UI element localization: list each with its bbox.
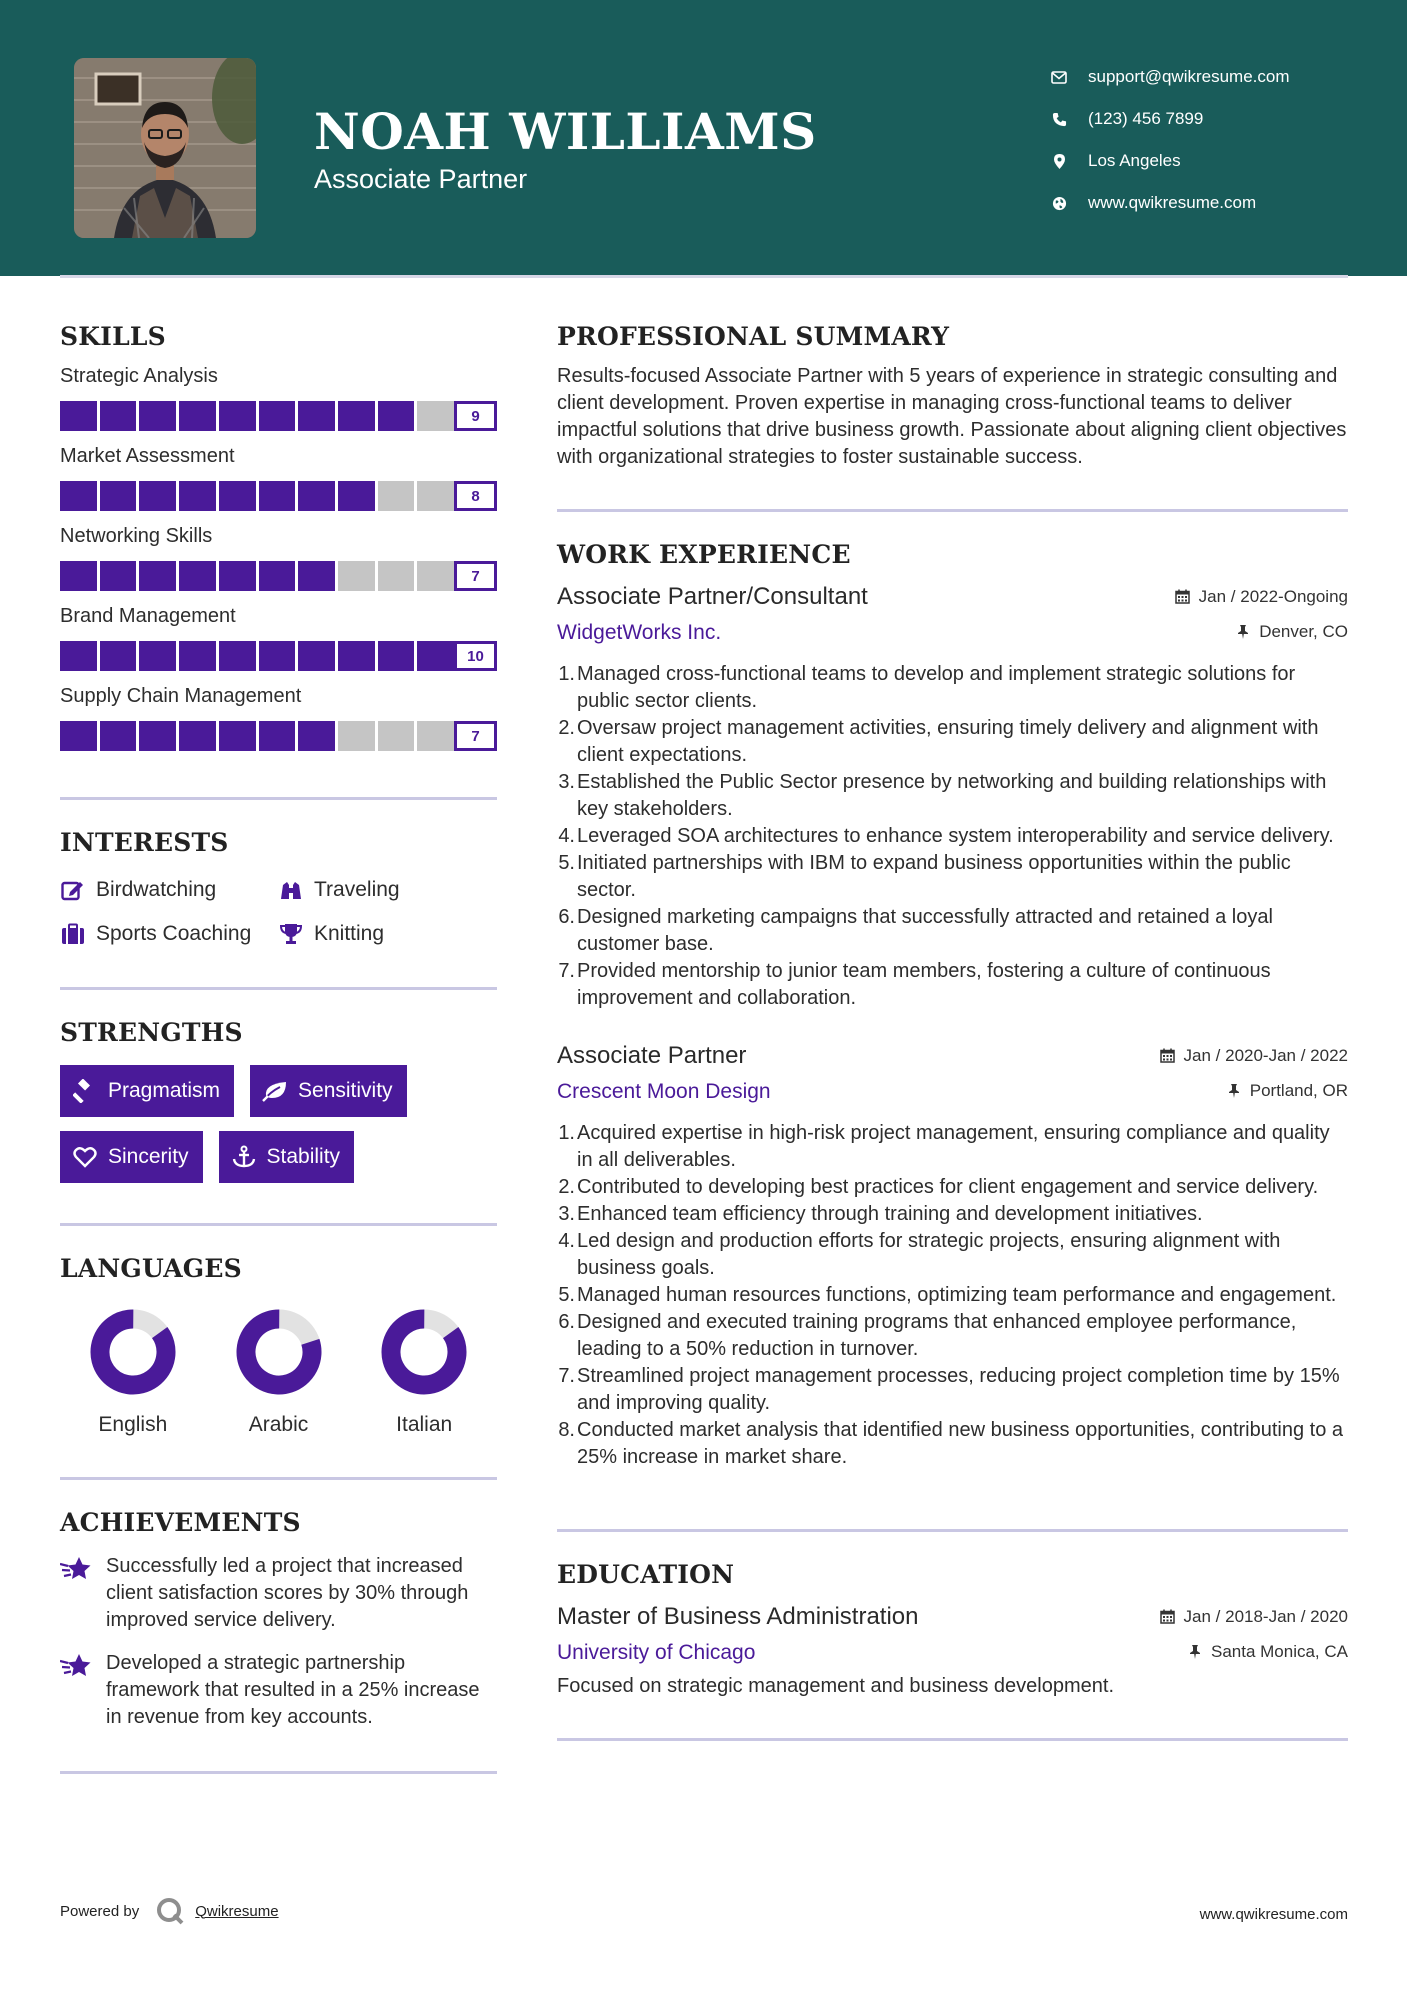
header-divider xyxy=(60,275,1348,278)
skill-segment xyxy=(100,561,137,591)
pushpin-icon xyxy=(1187,1644,1203,1660)
job-entry xyxy=(557,1042,1348,1471)
skill-segment xyxy=(338,481,375,511)
candidate-title: Associate Partner xyxy=(314,164,528,194)
strength-chip xyxy=(60,1131,203,1183)
trophy-icon xyxy=(278,921,304,947)
languages-heading: LANGUAGES xyxy=(60,1254,242,1283)
interest-item xyxy=(60,877,278,903)
bullet-text: Led design and production efforts for strategic projects, ensuring alignment with business goals. xyxy=(577,1230,1281,1279)
skill-score: 7 xyxy=(454,561,497,591)
skill-label: Strategic Analysis xyxy=(60,365,218,387)
bullet-number: 7. xyxy=(558,960,575,982)
job-title: Associate Partner xyxy=(557,1042,747,1069)
job-location xyxy=(1235,622,1348,642)
skill-segment xyxy=(60,401,97,431)
calendar-icon xyxy=(1175,589,1191,605)
skill-segment xyxy=(60,641,97,671)
job-date xyxy=(1175,587,1348,607)
shooting-star-icon xyxy=(60,1652,92,1682)
experience-heading: WORK EXPERIENCE xyxy=(557,540,851,569)
pushpin-icon xyxy=(1226,1083,1242,1099)
language-label: Arabic xyxy=(248,1413,309,1436)
bullet-text: Designed marketing campaigns that successfully attracted and retained a loyal customer base. xyxy=(577,906,1273,955)
skill-segment xyxy=(100,721,137,751)
bullet-number: 3. xyxy=(558,1203,575,1225)
skill-segment xyxy=(417,401,454,431)
bullet-number: 2. xyxy=(558,1176,575,1198)
skill-score: 9 xyxy=(454,401,497,431)
skill-segment xyxy=(100,641,137,671)
skill-segment xyxy=(219,641,256,671)
job-header xyxy=(557,583,1348,611)
education-heading: EDUCATION xyxy=(557,1560,735,1589)
leaf-icon xyxy=(262,1078,288,1104)
education-subheader xyxy=(557,1641,1348,1665)
strength-label: Sincerity xyxy=(108,1145,189,1168)
skill-item xyxy=(60,685,497,751)
language-item xyxy=(351,1309,497,1437)
bullet-number: 2. xyxy=(558,717,575,739)
education-entry xyxy=(557,1603,1348,1700)
job-bullet xyxy=(557,1228,1348,1282)
bullet-number: 7. xyxy=(558,1365,575,1387)
bullet-number: 4. xyxy=(558,1230,575,1252)
skills-list xyxy=(60,365,497,751)
summary-text: Results-focused Associate Partner with 5 years of experience in strategic consulting and client development. Proven expertise in managing cross-functional teams to deliver impactful solutions that drive business growth. Passionate about aligning client objectives with organizational strategies to foster sustainable success. xyxy=(557,365,1347,468)
skill-segment xyxy=(338,401,375,431)
education-school: University of Chicago xyxy=(557,1641,756,1664)
skill-bar xyxy=(60,401,497,431)
skill-segment xyxy=(259,721,296,751)
job-bullet xyxy=(557,1309,1348,1363)
skill-score: 7 xyxy=(454,721,497,751)
strengths-heading: STRENGTHS xyxy=(60,1018,243,1047)
section-divider xyxy=(60,1771,497,1774)
pushpin-icon xyxy=(1235,624,1251,640)
achievements-heading: ACHIEVEMENTS xyxy=(60,1508,301,1537)
contact-phone-text: (123) 456 7899 xyxy=(1088,109,1204,128)
skill-score: 10 xyxy=(454,641,497,671)
section-divider xyxy=(60,1477,497,1480)
bullet-text: Streamlined project management processes, reducing project completion time by 15% and improving quality. xyxy=(577,1365,1340,1414)
bullet-number: 3. xyxy=(558,771,575,793)
job-bullet xyxy=(557,904,1348,958)
skill-segment xyxy=(219,721,256,751)
strength-label: Pragmatism xyxy=(108,1079,221,1102)
skill-segment xyxy=(100,481,137,511)
interest-label: Sports Coaching xyxy=(96,922,252,945)
qwikresume-link[interactable]: Qwikresume xyxy=(195,1902,279,1920)
interest-label: Knitting xyxy=(314,922,385,945)
skill-item xyxy=(60,365,497,431)
qwikresume-logo-icon xyxy=(155,1896,185,1926)
skill-label: Supply Chain Management xyxy=(60,685,302,707)
job-bullets xyxy=(557,1120,1348,1471)
bullet-number: 6. xyxy=(558,1311,575,1333)
skill-item xyxy=(60,525,497,591)
bullet-number: 5. xyxy=(558,852,575,874)
skill-bar xyxy=(60,561,497,591)
contact-list xyxy=(1050,56,1290,224)
section-divider xyxy=(557,1738,1348,1741)
skill-segment xyxy=(259,481,296,511)
bullet-number: 1. xyxy=(558,663,575,685)
skill-segment xyxy=(378,481,415,511)
map-marker-icon xyxy=(1050,152,1068,170)
skill-segment xyxy=(338,641,375,671)
skill-segment xyxy=(139,721,176,751)
skill-track xyxy=(60,481,454,511)
skill-segment xyxy=(219,561,256,591)
education-date xyxy=(1160,1607,1348,1627)
globe-icon xyxy=(1050,194,1068,212)
calendar-icon xyxy=(1160,1609,1176,1625)
job-bullet xyxy=(557,823,1348,850)
skill-segment xyxy=(139,401,176,431)
achievement-text: Successfully led a project that increased client satisfaction scores by 30% through improved service delivery. xyxy=(106,1555,469,1631)
calendar-icon xyxy=(1160,1048,1176,1064)
language-donut xyxy=(381,1309,467,1395)
contact-email[interactable] xyxy=(1050,56,1290,98)
job-location-text: Portland, OR xyxy=(1249,1080,1348,1100)
bullet-text: Established the Public Sector presence by networking and building relationships with key stakeholders. xyxy=(577,771,1327,820)
skill-segment xyxy=(179,561,216,591)
briefcase-icon xyxy=(60,921,86,947)
edit-icon xyxy=(60,877,86,903)
donut-fill xyxy=(90,1309,176,1395)
language-item xyxy=(206,1309,352,1437)
languages-list xyxy=(60,1309,497,1437)
interests-list xyxy=(60,877,497,947)
job-bullet xyxy=(557,769,1348,823)
job-bullet xyxy=(557,715,1348,769)
interests-heading: INTERESTS xyxy=(60,828,229,857)
skill-label: Networking Skills xyxy=(60,525,213,547)
powered-by-text: Powered by xyxy=(60,1902,140,1920)
profile-photo xyxy=(74,58,256,238)
bullet-text: Managed cross-functional teams to develop and implement strategic solutions for public sector clients. xyxy=(577,663,1296,712)
achievement-text: Developed a strategic partnership framework that resulted in a 25% increase in revenue from key accounts. xyxy=(106,1652,480,1728)
bullet-number: 4. xyxy=(558,825,575,847)
skill-segment xyxy=(417,561,454,591)
strength-label: Sensitivity xyxy=(298,1079,393,1102)
donut-fill xyxy=(381,1309,467,1395)
achievement-item xyxy=(60,1650,497,1731)
job-location xyxy=(1226,1081,1348,1101)
skill-segment xyxy=(338,561,375,591)
bullet-number: 5. xyxy=(558,1284,575,1306)
strength-chip xyxy=(219,1131,355,1183)
interest-item xyxy=(60,921,278,947)
job-date-text: Jan / 2022-Ongoing xyxy=(1198,586,1348,606)
skill-segment xyxy=(179,641,216,671)
contact-website-text: www.qwikresume.com xyxy=(1088,193,1257,212)
contact-phone[interactable] xyxy=(1050,98,1290,140)
language-label: Italian xyxy=(396,1413,453,1436)
skill-segment xyxy=(259,401,296,431)
skill-segment xyxy=(139,481,176,511)
job-bullet xyxy=(557,661,1348,715)
job-company: WidgetWorks Inc. xyxy=(557,621,722,644)
bullet-text: Designed and executed training programs that enhanced employee performance, leading to a 50% reduction in turnover. xyxy=(577,1311,1297,1360)
contact-email-text: support@qwikresume.com xyxy=(1088,67,1290,86)
section-divider xyxy=(557,509,1348,512)
binoculars-icon xyxy=(278,877,304,903)
skill-segment xyxy=(338,721,375,751)
section-divider xyxy=(60,797,497,800)
skill-score: 8 xyxy=(454,481,497,511)
skill-segment xyxy=(179,481,216,511)
job-header xyxy=(557,1042,1348,1070)
achievements-list xyxy=(60,1553,497,1731)
language-donut xyxy=(236,1309,322,1395)
skill-segment xyxy=(219,481,256,511)
language-item xyxy=(60,1309,206,1437)
skill-segment xyxy=(139,561,176,591)
gavel-icon xyxy=(72,1078,98,1104)
bullet-number: 6. xyxy=(558,906,575,928)
education-degree: Master of Business Administration xyxy=(557,1603,919,1630)
bullet-text: Contributed to developing best practices for client engagement and service delivery. xyxy=(577,1176,1319,1198)
contact-location-text: Los Angeles xyxy=(1088,151,1181,170)
job-entry xyxy=(557,583,1348,1012)
skill-label: Brand Management xyxy=(60,605,236,627)
skill-bar xyxy=(60,641,497,671)
education-date-text: Jan / 2018-Jan / 2020 xyxy=(1183,1606,1348,1626)
envelope-icon xyxy=(1050,68,1068,86)
skill-segment xyxy=(259,561,296,591)
skill-bar xyxy=(60,721,497,751)
bullet-text: Oversaw project management activities, ensuring timely delivery and alignment with client expectations. xyxy=(577,717,1319,766)
language-donut xyxy=(90,1309,176,1395)
anchor-icon xyxy=(231,1144,257,1170)
shooting-star-icon xyxy=(60,1555,92,1585)
right-column xyxy=(557,322,1348,1741)
interest-item xyxy=(278,877,478,903)
strength-label: Stability xyxy=(266,1145,341,1168)
bullet-text: Leveraged SOA architectures to enhance system interoperability and service delivery. xyxy=(577,825,1334,847)
interest-label: Traveling xyxy=(314,878,400,901)
skill-segment xyxy=(417,481,454,511)
skill-segment xyxy=(298,481,335,511)
strength-chip xyxy=(60,1065,234,1117)
language-label: English xyxy=(98,1413,168,1436)
achievement-item xyxy=(60,1553,497,1634)
job-bullet xyxy=(557,850,1348,904)
contact-location xyxy=(1050,140,1290,182)
skill-segment xyxy=(179,721,216,751)
phone-icon xyxy=(1050,110,1068,128)
interest-item xyxy=(278,921,478,947)
skill-segment xyxy=(298,401,335,431)
job-bullet xyxy=(557,958,1348,1012)
heart-icon xyxy=(72,1144,98,1170)
job-date xyxy=(1160,1046,1348,1066)
section-divider xyxy=(60,1223,497,1226)
skill-segment xyxy=(378,641,415,671)
job-bullet xyxy=(557,1363,1348,1417)
skill-track xyxy=(60,641,454,671)
summary-heading: PROFESSIONAL SUMMARY xyxy=(557,322,950,351)
job-bullet xyxy=(557,1174,1348,1201)
education-location xyxy=(1187,1642,1348,1662)
skills-heading: SKILLS xyxy=(60,322,166,351)
education-header xyxy=(557,1603,1348,1631)
candidate-name: NOAH WILLIAMS xyxy=(314,102,817,161)
section-divider xyxy=(60,987,497,990)
skill-item xyxy=(60,445,497,511)
education-location-text: Santa Monica, CA xyxy=(1210,1641,1348,1661)
skill-segment xyxy=(100,401,137,431)
left-column xyxy=(60,322,497,1774)
skill-segment xyxy=(60,561,97,591)
skill-track xyxy=(60,401,454,431)
education-description: Focused on strategic management and business development. xyxy=(557,1675,1115,1697)
skill-segment xyxy=(219,401,256,431)
job-bullet xyxy=(557,1201,1348,1228)
bullet-text: Acquired expertise in high-risk project management, ensuring compliance and quality in all deliverables. xyxy=(577,1122,1330,1171)
skill-segment xyxy=(298,641,335,671)
skill-segment xyxy=(378,721,415,751)
skill-label: Market Assessment xyxy=(60,445,235,467)
skill-segment xyxy=(60,721,97,751)
bullet-text: Provided mentorship to junior team members, fostering a culture of continuous improvement and collaboration. xyxy=(577,960,1271,1009)
contact-website[interactable] xyxy=(1050,182,1290,224)
job-subheader xyxy=(557,621,1348,645)
job-title: Associate Partner/Consultant xyxy=(557,583,868,610)
job-bullet xyxy=(557,1417,1348,1471)
interest-label: Birdwatching xyxy=(96,878,217,901)
skill-segment xyxy=(60,481,97,511)
bullet-number: 1. xyxy=(558,1122,575,1144)
bullet-number: 8. xyxy=(558,1419,575,1441)
skill-segment xyxy=(259,641,296,671)
strengths-list xyxy=(60,1065,497,1183)
skill-segment xyxy=(298,561,335,591)
skill-segment xyxy=(417,641,454,671)
footer-website[interactable]: www.qwikresume.com xyxy=(1199,1906,1348,1923)
job-subheader xyxy=(557,1080,1348,1104)
skill-segment xyxy=(378,401,415,431)
bullet-text: Initiated partnerships with IBM to expand business opportunities within the public sector. xyxy=(577,852,1291,901)
section-divider xyxy=(557,1529,1348,1532)
skill-segment xyxy=(298,721,335,751)
bullet-text: Managed human resources functions, optimizing team performance and engagement. xyxy=(577,1284,1337,1306)
skill-track xyxy=(60,721,454,751)
bullet-text: Conducted market analysis that identified new business opportunities, contributing to a 25% increase in market share. xyxy=(577,1419,1344,1468)
footer-branding xyxy=(60,1896,279,1926)
job-bullet xyxy=(557,1120,1348,1174)
job-company: Crescent Moon Design xyxy=(557,1080,771,1103)
skill-item xyxy=(60,605,497,671)
strength-chip xyxy=(250,1065,407,1117)
job-bullet xyxy=(557,1282,1348,1309)
resume-header xyxy=(0,0,1407,276)
job-location-text: Denver, CO xyxy=(1259,621,1348,641)
skill-bar xyxy=(60,481,497,511)
skill-segment xyxy=(139,641,176,671)
skill-segment xyxy=(378,561,415,591)
skill-track xyxy=(60,561,454,591)
job-date-text: Jan / 2020-Jan / 2022 xyxy=(1183,1045,1348,1065)
bullet-text: Enhanced team efficiency through training and development initiatives. xyxy=(577,1203,1203,1225)
job-bullets xyxy=(557,661,1348,1012)
skill-segment xyxy=(179,401,216,431)
skill-segment xyxy=(417,721,454,751)
